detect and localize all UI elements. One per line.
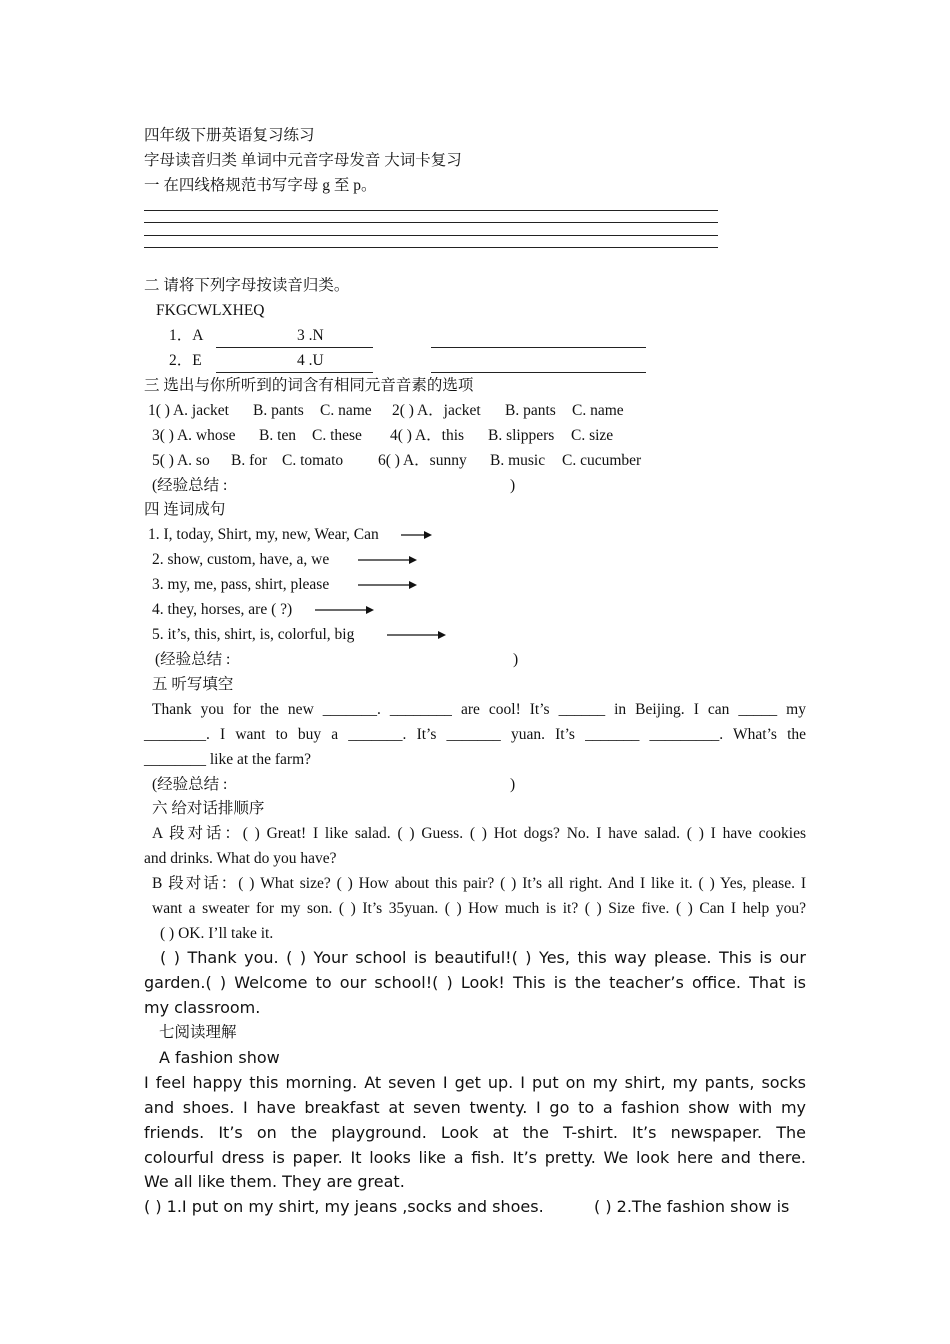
arrow-right-icon [401,530,432,540]
q5-option-c: C. tomato [282,452,344,469]
section-3-heading: 三 选出与你所听到的词含有相同元音音素的选项 [144,377,474,394]
dictation-line-2: ________. I want to buy a _______. It’s _______ yuan. It’s _______ _________. What’s the [144,726,806,743]
section-5-summary: (经验总结 : [152,776,228,793]
section-7-heading: 七阅读理解 [159,1024,237,1041]
q3-option-a: 3( ) A. whose [152,427,236,444]
sentence-item-3: 3. my, me, pass, shirt, please [152,576,330,593]
story-title: A fashion show [159,1048,280,1067]
group-4-label: 4 .U [297,352,324,369]
q1-option-c: C. name [320,402,372,419]
arrow-right-icon [358,555,417,565]
group-1-blank[interactable] [216,347,373,348]
q4-option-c: C. size [571,427,614,444]
sentence-item-1: 1. I, today, Shirt, my, new, Wear, Can [148,526,379,543]
question-1: ( ) 1.I put on my shirt, my jeans ,socks and shoes. [144,1197,544,1216]
q5-option-b: B. for [231,452,268,469]
q2-option-c: C. name [572,402,624,419]
sentence-item-4: 4. they, horses, are ( ?) [152,601,293,618]
story-line-3: friends. It’s on the playground. Look at the T-shirt. It’s newspaper. The [144,1123,806,1142]
q4-option-a: 4( ) A．this [390,427,465,444]
writing-line-1 [144,210,718,211]
dictation-line-3: ________ like at the farm? [144,751,312,768]
section-5-heading: 五 听写填空 [152,676,234,693]
dialogue-c-line-2: garden.( ) Welcome to our school!( ) Look! This is the teacher’s office. That is [144,973,806,992]
q3-option-c: C. these [312,427,362,444]
page-subtitle: 字母读音归类 单词中元音字母发音 大词卡复习 [144,152,462,169]
sentence-item-5: 5. it’s, this, shirt, is, colorful, big [152,626,355,643]
dialogue-b-line-2: want a sweater for my son. ( ) It’s 35yuan. ( ) How much is it? ( ) Size five. ( ) Can I help you? [152,900,806,917]
group-3-blank[interactable] [431,347,646,348]
dialogue-b-line-1: B 段对话：( ) What size? ( ) How about this pair? ( ) It’s all right. And I like it. ( ) Yes, please. I [152,875,806,892]
q6-option-a: 6( ) A．sunny [378,452,467,469]
section-3-summary: (经验总结 : [152,477,228,494]
dialogue-c-line-1: ( ) Thank you. ( ) Your school is beautiful!( ) Yes, this way please. This is our [160,948,806,967]
group-3-label: 3 .N [297,327,324,344]
dialogue-a-line-2: and drinks. What do you have? [144,850,337,867]
section-1-heading: 一 在四线格规范书写字母 g 至 p。 [144,177,377,194]
group-1-label: 1．A [169,327,204,344]
section-4-summary-close: ) [513,651,519,668]
section-4-summary: (经验总结 : [155,651,231,668]
dictation-line-1: Thank you for the new _______. ________ are cool! It’s ______ in Beijing. I can _____ my [152,701,806,718]
dialogue-c-line-3: my classroom. [144,998,261,1017]
group-2-blank[interactable] [216,372,373,373]
arrow-right-icon [358,580,417,590]
arrow-right-icon [315,605,374,615]
group-2-label: 2．E [169,352,202,369]
story-line-4: colourful dress is paper. It looks like a fish. It’s pretty. We look here and there. [144,1148,806,1167]
q6-option-c: C. cucumber [562,452,642,469]
writing-line-3 [144,235,718,236]
writing-line-2 [144,222,718,223]
dialogue-a-line-1: A 段对话：( ) Great! I like salad. ( ) Guess. ( ) Hot dogs? No. I have salad. ( ) I have cookies [152,825,806,842]
q2-option-b: B. pants [505,402,556,419]
sentence-item-2: 2. show, custom, have, a, we [152,551,330,568]
q2-option-a: 2( ) A．jacket [392,402,481,419]
page-title: 四年级下册英语复习练习 [144,127,315,144]
question-2: ( ) 2.The fashion show is [594,1197,790,1216]
section-3-summary-close: ) [510,477,516,494]
q1-option-a: 1( ) A. jacket [148,402,229,419]
story-line-5: We all like them. They are great. [144,1172,405,1191]
dialogue-b-line-3: ( ) OK. I’ll take it. [160,925,274,942]
q3-option-b: B. ten [259,427,297,444]
group-4-blank[interactable] [431,372,646,373]
q1-option-b: B. pants [253,402,304,419]
q6-option-b: B. music [490,452,546,469]
q5-option-a: 5( ) A. so [152,452,210,469]
section-5-summary-close: ) [510,776,516,793]
section-4-heading: 四 连词成句 [144,501,226,518]
section-6-heading: 六 给对话排顺序 [152,800,265,817]
section-2-heading: 二 请将下列字母按读音归类。 [144,277,350,294]
arrow-right-icon [387,630,446,640]
story-line-2: and shoes. I have breakfast at seven twenty. I go to a fashion show with my [144,1098,806,1117]
q4-option-b: B. slippers [488,427,555,444]
story-line-1: I feel happy this morning. At seven I get up. I put on my shirt, my pants, socks [144,1073,806,1092]
letters-list: FKGCWLXHEQ [156,302,265,319]
writing-line-4 [144,247,718,248]
